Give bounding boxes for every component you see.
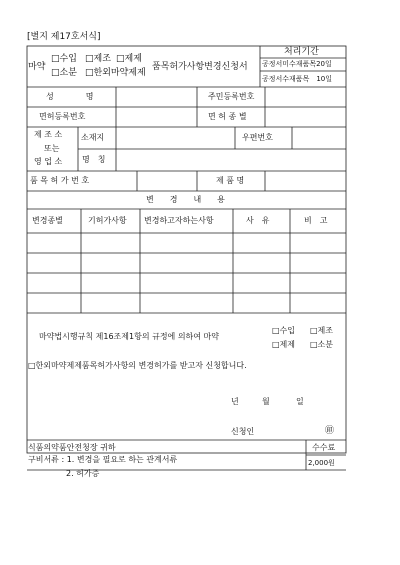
documents-label-visible: 구비서류 : 1. 변경을 필요로 하는 관계서류 [28,455,178,464]
title-prefix: 마약 [28,62,46,72]
date-year-label: 년 [231,397,239,406]
statement-option-import: □수입 [272,326,296,335]
facility-label-line1: 제 조 소 [34,130,63,139]
postal-code-label: 우편번호 [242,133,273,142]
col-change-type: 변경종별 [32,216,63,225]
location-label: 소재지 [81,133,105,142]
statement-option-manufacture: □제조 [310,326,334,335]
name-label: 성 명 [46,92,94,101]
facility-label-line3: 영 업 소 [34,157,63,166]
option-exempt-narcotic: □한외마약제제 [85,68,146,78]
statement-option-subdivide: □소분 [310,340,334,349]
recipient: 식품의약품안전청장 귀하 [28,443,116,452]
fee-label: 수수료 [312,443,336,452]
option-subdivide: □소분 [51,68,77,78]
col-remarks: 비 고 [304,216,328,225]
form-title: 품목허가사항변경신청서 [152,62,248,72]
applicant-label: 신청인 [231,427,255,436]
option-import: □수입 [51,54,77,64]
license-number-label: 면허등록번호 [39,112,86,121]
facility-label-line2: 또는 [44,144,60,153]
document-item-1: 1. 변경을 필요로 하는 관계서류 [66,455,178,464]
processing-period-line1: 공정서미수재품목20일 [262,60,332,68]
option-manufacture: □제조 [85,54,111,64]
processing-period-header: 처리기간 [284,47,319,57]
processing-period-line2: 공정서수재품목 10일 [262,75,333,83]
product-name-label: 제 품 명 [216,176,245,185]
col-requested-change: 변경하고자하는사항 [144,216,214,225]
option-formulation: □제제 [116,54,142,64]
form-number: [별지 제17호서식] [27,32,101,42]
change-section-title: 변 경 내 용 [146,195,225,204]
statement-line2: □한외마약제제품목허가사항의 변경허가를 받고자 신청합니다. [28,361,247,370]
license-type-label: 면 허 종 별 [208,112,247,121]
col-previous-permit: 기허가사항 [88,216,127,225]
permit-number-label: 품 목 허 가 번 호 [30,176,90,185]
date-month-label: 월 [262,397,270,406]
fee-amount: 2,000원 [308,459,335,467]
facility-name-label: 명 칭 [82,155,106,164]
statement-line1: 마약법시행규칙 제16조제1항의 규정에 의하여 마약 [39,332,219,341]
seal-icon: ㊞ [325,426,335,436]
statement-option-formulation: □제제 [272,340,296,349]
col-reason: 사 유 [246,216,270,225]
document-item-2: 2. 허가증 [66,469,100,478]
resident-number-label: 주민등록번호 [208,92,255,101]
date-day-label: 일 [296,397,304,406]
